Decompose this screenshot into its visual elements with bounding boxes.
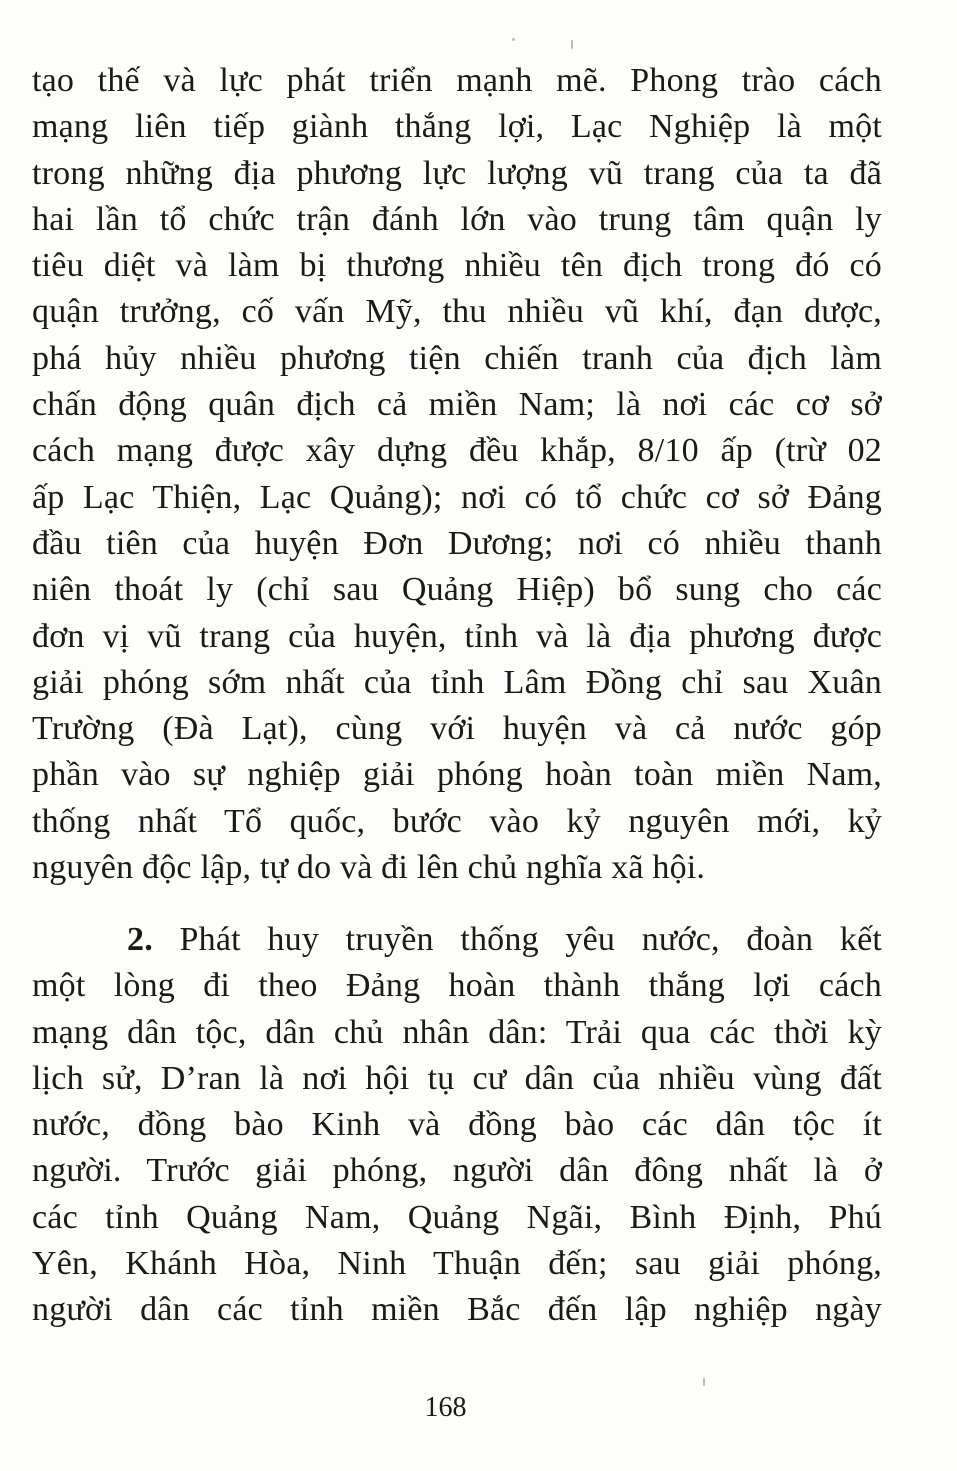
text-line: nước, đồng bào Kinh và đồng bào các dân tộc ít xyxy=(32,1106,882,1144)
text-line: trong những địa phương lực lượng vũ trang của ta đã xyxy=(32,154,882,192)
text-line: tiêu diệt và làm bị thương nhiều tên địch trong đó có xyxy=(32,247,882,285)
text-line: phá hủy nhiều phương tiện chiến tranh của địch làm xyxy=(32,339,882,377)
text-line: chấn động quân địch cả miền Nam; là nơi các cơ sở xyxy=(32,386,882,424)
text-line: hai lần tổ chức trận đánh lớn vào trung tâm quận ly xyxy=(32,200,882,238)
text-line: đầu tiên của huyện Đơn Dương; nơi có nhiều thanh xyxy=(32,524,882,562)
text-line: phần vào sự nghiệp giải phóng hoàn toàn miền Nam, xyxy=(32,756,882,794)
text-line: cách mạng được xây dựng đều khắp, 8/10 ấp (trừ 02 xyxy=(32,432,882,470)
section-heading-text: Phát huy truyền thống yêu nước, đoàn kết xyxy=(179,921,883,958)
text-line: giải phóng sớm nhất của tỉnh Lâm Đồng chỉ sau Xuân xyxy=(32,663,882,701)
text-line: người dân các tỉnh miền Bắc đến lập nghiệp ngày xyxy=(32,1291,882,1329)
text-line: niên thoát ly (chỉ sau Quảng Hiệp) bổ sung cho các xyxy=(32,571,882,609)
text-line: quận trưởng, cố vấn Mỹ, thu nhiều vũ khí, đạn dược, xyxy=(32,293,882,331)
text-line: mạng liên tiếp giành thắng lợi, Lạc Nghiệp là một xyxy=(32,108,882,146)
text-line: các tỉnh Quảng Nam, Quảng Ngãi, Bình Định, Phú xyxy=(32,1198,882,1236)
text-line: tạo thế và lực phát triển mạnh mẽ. Phong trào cách xyxy=(32,62,882,99)
text-line: người. Trước giải phóng, người dân đông nhất là ở xyxy=(32,1152,882,1190)
text-line: lịch sử, D’ran là nơi hội tụ cư dân của nhiều vùng đất xyxy=(32,1059,882,1097)
page-number: 168 xyxy=(424,1392,467,1423)
text-line: Trường (Đà Lạt), cùng với huyện và cả nước góp xyxy=(32,710,882,748)
text-line: Yên, Khánh Hòa, Ninh Thuận đến; sau giải phóng, xyxy=(32,1245,882,1283)
text-line: thống nhất Tổ quốc, bước vào kỷ nguyên mới, kỷ xyxy=(32,802,882,840)
scan-speck xyxy=(512,38,515,41)
paragraph-section-2 xyxy=(32,917,882,1334)
scan-speck xyxy=(703,1378,705,1386)
scan-speck xyxy=(571,40,573,49)
text-line: mạng dân tộc, dân chủ nhân dân: Trải qua các thời kỳ xyxy=(32,1013,882,1051)
text-line: nguyên độc lập, tự do và đi lên chủ nghĩa xã hội. xyxy=(32,849,706,887)
text-line: một lòng đi theo Đảng hoàn thành thắng lợi cách xyxy=(32,967,882,1005)
paragraph-continued xyxy=(32,58,882,891)
text-line: đơn vị vũ trang của huyện, tỉnh và là địa phương được xyxy=(32,617,882,655)
text-line: ấp Lạc Thiện, Lạc Quảng); nơi có tổ chức cơ sở Đảng xyxy=(32,478,882,516)
section-heading-line xyxy=(32,917,882,963)
section-number: 2. xyxy=(127,921,153,958)
